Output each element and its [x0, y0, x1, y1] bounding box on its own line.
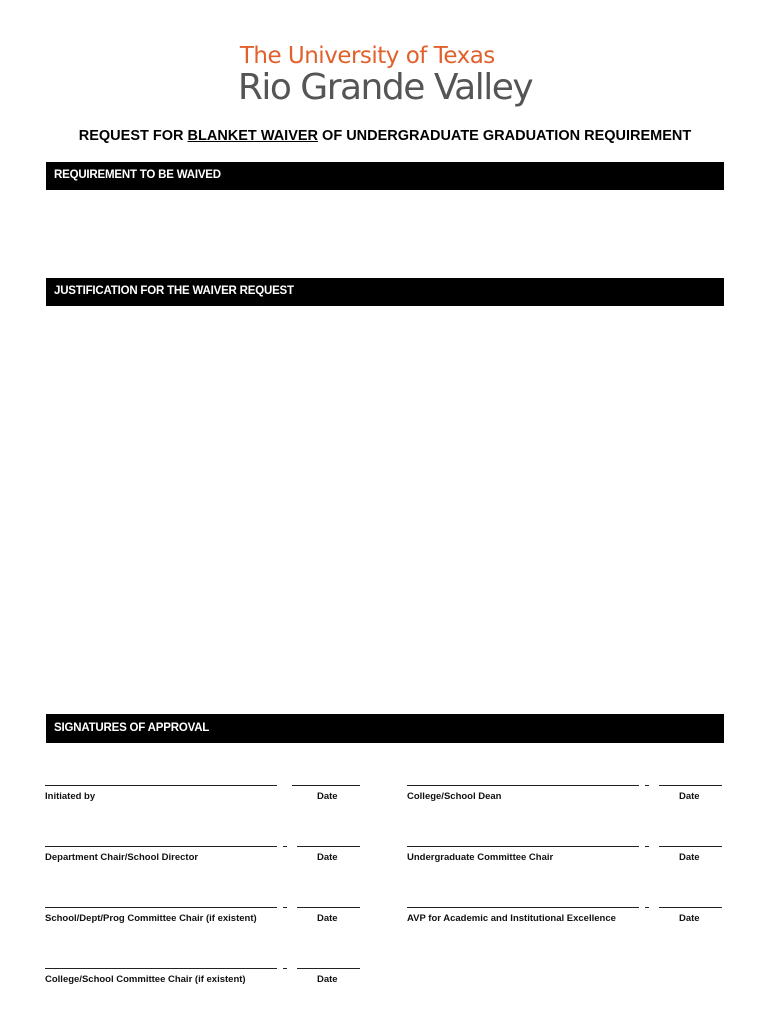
date-line-college-committee[interactable] [297, 968, 360, 969]
label-prog-committee-chair: School/Dept/Prog Committee Chair (if existent) [45, 913, 257, 924]
signature-line-dash [283, 846, 287, 847]
label-date: Date [679, 852, 700, 863]
label-dept-chair: Department Chair/School Director [45, 852, 199, 863]
signature-line-dash [283, 968, 287, 969]
title-part-2: OF UNDERGRADUATE GRADUATION REQUIREMENT [318, 128, 692, 144]
signature-line-dept-chair[interactable] [45, 846, 277, 847]
label-date: Date [679, 791, 700, 802]
date-line-dept-chair[interactable] [297, 846, 360, 847]
date-line-ug-committee[interactable] [659, 846, 722, 847]
signature-line-dash [645, 785, 649, 786]
label-initiated-by: Initiated by [45, 791, 96, 802]
signature-line-dash [645, 907, 649, 908]
section-header-justification: JUSTIFICATION FOR THE WAIVER REQUEST [46, 278, 724, 306]
label-date: Date [317, 791, 338, 802]
label-date: Date [317, 974, 338, 985]
signature-line-initiated[interactable] [45, 785, 277, 786]
section-header-signatures: SIGNATURES OF APPROVAL [46, 714, 724, 743]
signature-line-dean[interactable] [407, 785, 639, 786]
label-ug-committee-chair: Undergraduate Committee Chair [407, 852, 554, 863]
signature-line-ug-committee[interactable] [407, 846, 639, 847]
signature-line-college-committee[interactable] [45, 968, 277, 969]
requirement-text-area[interactable] [46, 194, 724, 274]
signature-line-prog-committee[interactable] [45, 907, 277, 908]
logo-line-1: The University of Texas [239, 43, 495, 69]
label-date: Date [317, 852, 338, 863]
title-part-1: REQUEST FOR [78, 128, 188, 144]
date-line-avp[interactable] [659, 907, 722, 908]
title-underlined: BLANKET WAIVER [187, 128, 319, 144]
signature-line-dash [283, 907, 287, 908]
label-avp: AVP for Academic and Institutional Excellence [407, 913, 616, 924]
logo-line-2: Rio Grande Valley [237, 67, 533, 108]
justification-text-area[interactable] [46, 310, 724, 710]
signature-line-dash [645, 846, 649, 847]
label-college-dean: College/School Dean [407, 791, 502, 802]
signature-line-avp[interactable] [407, 907, 639, 908]
date-line-initiated[interactable] [292, 785, 360, 786]
label-date: Date [317, 913, 338, 924]
label-date: Date [679, 913, 700, 924]
date-line-dean[interactable] [659, 785, 722, 786]
page-title [0, 128, 770, 144]
label-college-committee-chair: College/School Committee Chair (if existent) [45, 974, 246, 985]
section-header-requirement: REQUIREMENT TO BE WAIVED [46, 162, 724, 190]
university-logo [0, 44, 770, 108]
date-line-prog-committee[interactable] [297, 907, 360, 908]
